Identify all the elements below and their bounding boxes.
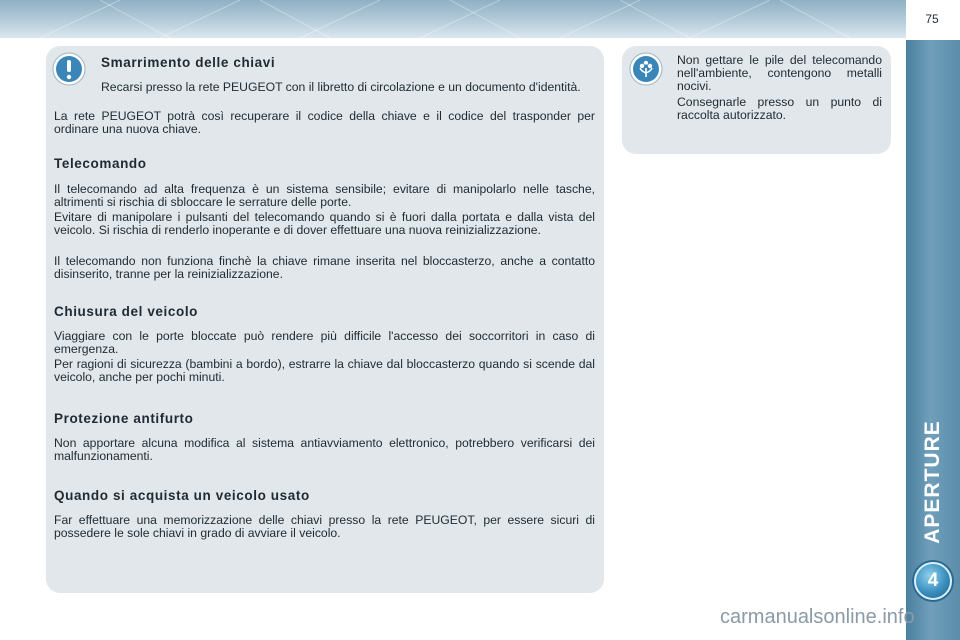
chapter-tab [906, 40, 960, 640]
section-title-remote: Telecomando [54, 156, 147, 171]
chapter-title: APERTURE [921, 420, 944, 544]
remote-text-2: Evitare di manipolare i pulsanti del telecomando quando si è fuori dalla portata e dalla vista del veicolo. Si rischia di renderlo inoperante e di dover effettuare una nuova reinizializzazione. [54, 210, 595, 237]
page-number: 75 [925, 12, 939, 26]
lost-keys-text-2: La rete PEUGEOT potrà così recuperare il codice della chiave e il codice del trasponder per ordinare una nuova chiave. [54, 109, 595, 136]
batteries-text-2: Consegnarle presso un punto di raccolta autorizzato. [677, 95, 882, 122]
section-title-antitheft: Protezione antifurto [54, 411, 194, 426]
exclamation-icon [52, 52, 86, 86]
used-vehicle-text-1: Far effettuare una memorizzazione delle chiavi presso la rete PEUGEOT, per essere sicuri di possedere le sole chiavi in grado di avviare il veicolo. [54, 513, 595, 540]
lost-keys-text-1: Recarsi presso la rete PEUGEOT con il libretto di circolazione e un documento d'identità. [101, 80, 581, 94]
watermark: carmanualsonline.info [720, 606, 915, 628]
batteries-text-1: Non gettare le pile del telecomando nell'ambiente, contengono metalli nocivi. [677, 53, 882, 93]
flower-icon [629, 52, 663, 86]
section-title-lost-keys: Smarrimento delle chiavi [101, 55, 276, 70]
chapter-number-badge: 4 [914, 562, 952, 600]
section-title-used-vehicle: Quando si acquista un veicolo usato [54, 488, 310, 503]
header-decoration [0, 0, 906, 38]
section-title-locking: Chiusura del veicolo [54, 304, 199, 319]
remote-text-3: Il telecomando non funziona finchè la chiave rimane inserita nel bloccasterzo, anche a contatto disinserito, tranne per la reinizializzazione. [54, 254, 595, 281]
locking-text-2: Per ragioni di sicurezza (bambini a bordo), estrarre la chiave dal bloccasterzo quando si scende dal veicolo, anche per pochi minuti. [54, 357, 595, 384]
remote-text-1: Il telecomando ad alta frequenza è un sistema sensibile; evitare di manipolarlo nelle tasche, altrimenti si rischia di sbloccare le serrature delle porte. [54, 182, 595, 209]
locking-text-1: Viaggiare con le porte bloccate può rendere più difficile l'accesso dei soccorritori in caso di emergenza. [54, 329, 595, 356]
header-band [0, 0, 906, 38]
antitheft-text-1: Non apportare alcuna modifica al sistema antiavviamento elettronico, potrebbero verificarsi dei malfunzionamenti. [54, 436, 595, 463]
